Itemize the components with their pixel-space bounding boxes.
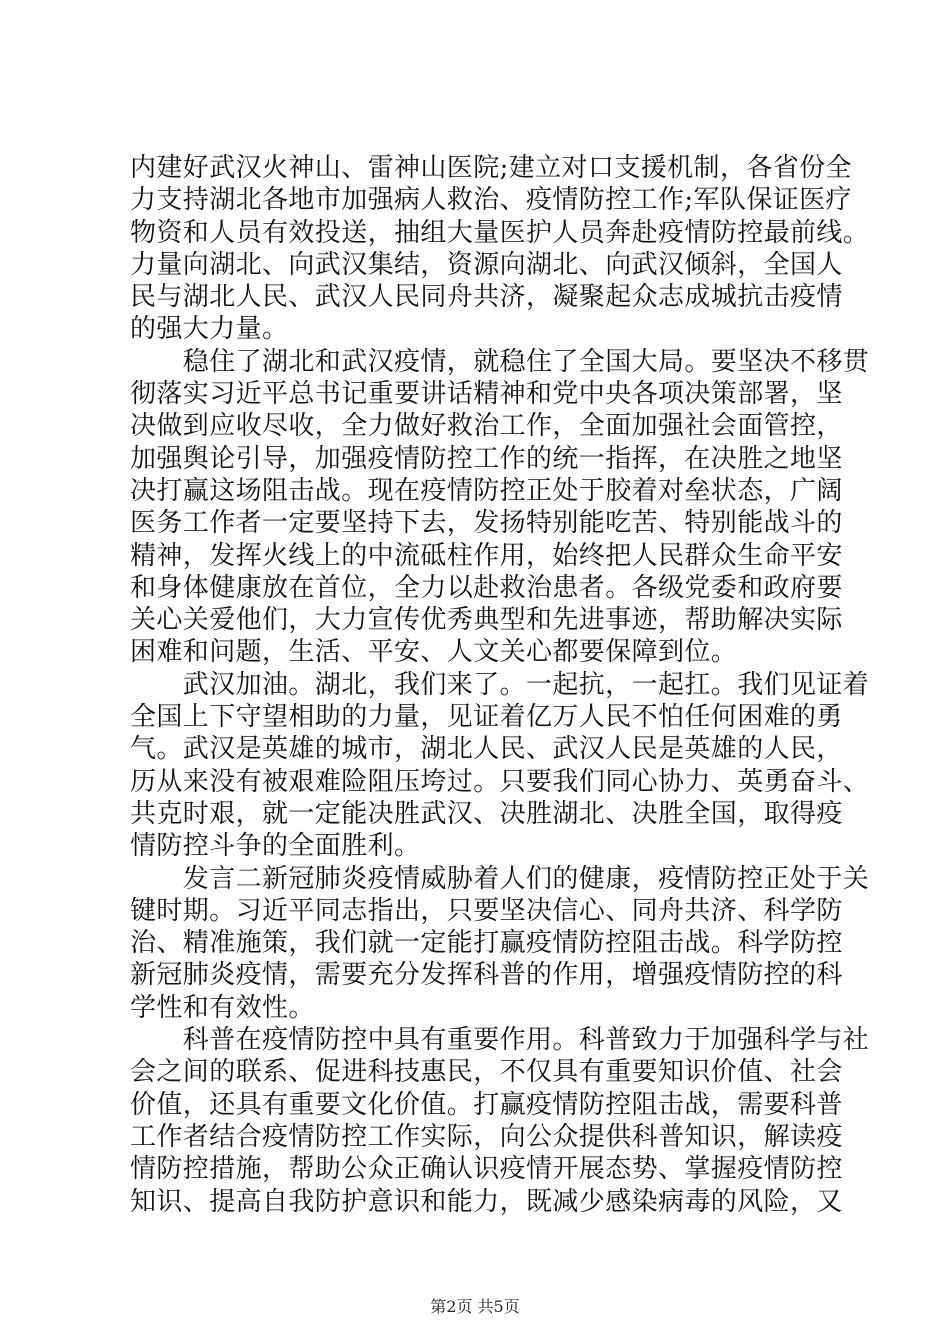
text-line: 和身体健康放在首位，全力以赴救治患者。各级党委和政府要 bbox=[130, 572, 843, 603]
page-number-label: 第2页 共5页 bbox=[430, 1297, 520, 1316]
text-line: 精神，发挥火线上的中流砥柱作用，始终把人民群众生命平安 bbox=[130, 540, 843, 571]
text-line: 会之间的联系、促进科技惠民，不仅具有重要知识价值、社会 bbox=[130, 1057, 843, 1088]
text-line: 工作者结合疫情防控工作实际，向公众提供科普知识，解读疫 bbox=[130, 1121, 843, 1152]
text-line: 关心关爱他们，大力宣传优秀典型和先进事迹，帮助解决实际 bbox=[130, 605, 843, 636]
text-line: 全国上下守望相助的力量，见证着亿万人民不怕任何困难的勇 bbox=[130, 702, 843, 733]
text-line: 困难和问题，生活、平安、人文关心都要保障到位。 bbox=[130, 637, 738, 668]
text-line: 决做到应收尽收，全力做好救治工作，全面加强社会面管控， bbox=[130, 411, 843, 442]
text-line: 的强大力量。 bbox=[130, 314, 289, 345]
text-line: 力量向湖北、向武汉集结，资源向湖北、向武汉倾斜，全国人 bbox=[130, 249, 843, 280]
document-body bbox=[130, 152, 870, 1218]
text-line: 内建好武汉火神山、雷神山医院;建立对口支援机制，各省份全 bbox=[130, 153, 852, 183]
text-line: 决打赢这场阻击战。现在疫情防控正处于胶着对垒状态，广阔 bbox=[130, 475, 843, 506]
text-line: 治、精准施策，我们就一定能打赢疫情防控阻击战。科学防控 bbox=[130, 928, 843, 959]
text-line: 医务工作者一定要坚持下去，发扬特别能吃苦、特别能战斗的 bbox=[130, 508, 843, 539]
page-footer bbox=[0, 1297, 950, 1317]
text-line: 价值，还具有重要文化价值。打赢疫情防控阻击战，需要科普 bbox=[130, 1089, 843, 1120]
text-line: 新冠肺炎疫情，需要充分发挥科普的作用，增强疫情防控的科 bbox=[130, 960, 843, 991]
text-line: 科普在疫情防控中具有重要作用。科普致力于加强科学与社 bbox=[130, 1025, 870, 1056]
text-line: 物资和人员有效投送，抽组大量医护人员奔赴疫情防控最前线。 bbox=[130, 217, 870, 248]
text-line: 彻落实习近平总书记重要讲话精神和党中央各项决策部署，坚 bbox=[130, 379, 843, 410]
text-line: 发言二新冠肺炎疫情威胁着人们的健康，疫情防控正处于关 bbox=[130, 863, 870, 894]
text-line: 情防控措施，帮助公众正确认识疫情开展态势、掌握疫情防控 bbox=[130, 1154, 843, 1185]
text-line: 知识、提高自我防护意识和能力，既减少感染病毒的风险，又 bbox=[130, 1186, 843, 1217]
text-line: 学性和有效性。 bbox=[130, 992, 315, 1023]
text-line: 武汉加油。湖北，我们来了。一起抗，一起扛。我们见证着 bbox=[130, 669, 870, 700]
text-line: 加强舆论引导，加强疫情防控工作的统一指挥，在决胜之地坚 bbox=[130, 443, 843, 474]
text-line: 力支持湖北各地市加强病人救治、疫情防控工作;军队保证医疗 bbox=[130, 185, 852, 216]
text-line: 历从来没有被艰难险阻压垮过。只要我们同心协力、英勇奋斗、 bbox=[130, 766, 870, 797]
text-line: 共克时艰，就一定能决胜武汉、决胜湖北、决胜全国，取得疫 bbox=[130, 798, 843, 829]
text-line: 键时期。习近平同志指出，只要坚决信心、同舟共济、科学防 bbox=[130, 895, 843, 926]
text-line: 情防控斗争的全面胜利。 bbox=[130, 831, 421, 862]
text-line: 民与湖北人民、武汉人民同舟共济，凝聚起众志成城抗击疫情 bbox=[130, 282, 843, 313]
text-line: 稳住了湖北和武汉疫情，就稳住了全国大局。要坚决不移贯 bbox=[130, 346, 870, 377]
text-line: 气。武汉是英雄的城市，湖北人民、武汉人民是英雄的人民， bbox=[130, 734, 843, 765]
